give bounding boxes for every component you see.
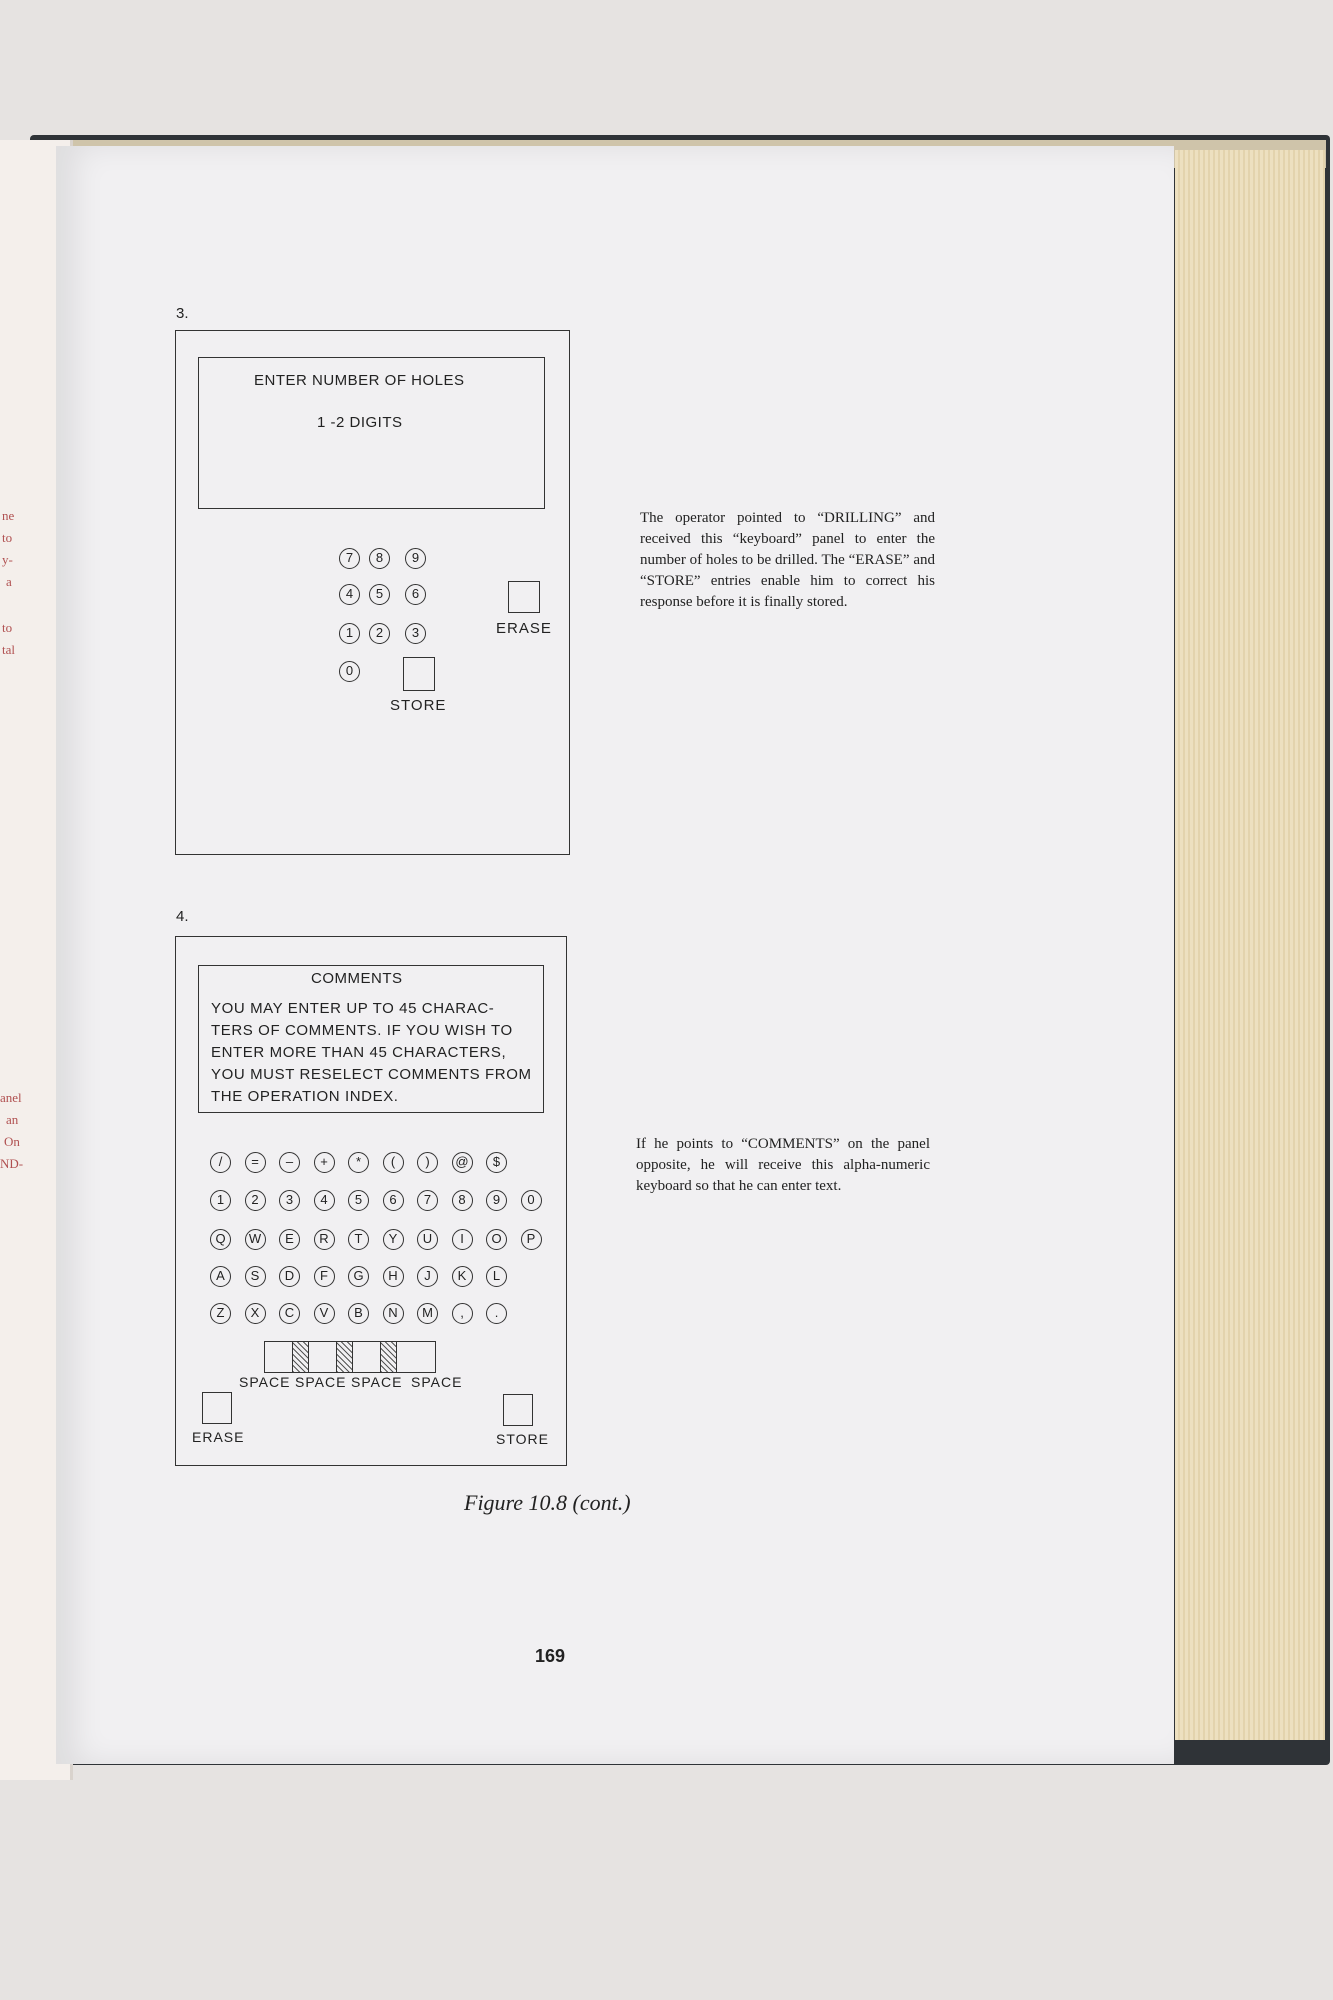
space-label: SPACE (351, 1374, 403, 1390)
keyboard-key[interactable]: 8 (452, 1190, 473, 1211)
panel-number: 4. (176, 908, 189, 925)
left-page-fragment: to (2, 620, 13, 635)
keyboard-key[interactable]: W (245, 1229, 266, 1250)
keyboard-key[interactable]: H (383, 1266, 404, 1287)
keyboard-key[interactable]: D (279, 1266, 300, 1287)
keyboard-key[interactable]: V (314, 1303, 335, 1324)
space-label: SPACE (295, 1374, 347, 1390)
keyboard-key[interactable]: * (348, 1152, 369, 1173)
left-page-fragment: a (6, 574, 12, 589)
panel3-description: The operator pointed to “DRILLING” and received this “keyboard” panel to enter the number of holes to be drilled. The “ERASE” and “STORE” entries enable him to correct his response before it is finally stored. (640, 510, 935, 610)
store-label: STORE (390, 697, 447, 714)
left-page-fragment: y- (2, 552, 13, 567)
keyboard-key[interactable]: I (452, 1229, 473, 1250)
keyboard-key[interactable]: ) (417, 1152, 438, 1173)
left-page-fragment: to (2, 530, 13, 545)
space-label: SPACE (239, 1374, 291, 1390)
space-bar[interactable] (264, 1341, 436, 1373)
figure-caption: Figure 10.8 (cont.) (464, 1490, 631, 1515)
keyboard-key[interactable]: 7 (417, 1190, 438, 1211)
keyboard-key[interactable]: P (521, 1229, 542, 1250)
keyboard-key[interactable]: K (452, 1266, 473, 1287)
keyboard-key[interactable]: – (279, 1152, 300, 1173)
keyboard-key[interactable]: 6 (383, 1190, 404, 1211)
keyboard-key[interactable]: R (314, 1229, 335, 1250)
display-title: COMMENTS (311, 970, 403, 987)
display-line: YOU MAY ENTER UP TO 45 CHARAC- (211, 1000, 495, 1017)
keyboard-key[interactable]: = (245, 1152, 266, 1173)
keyboard-key[interactable]: C (279, 1303, 300, 1324)
keyboard-key[interactable]: J (417, 1266, 438, 1287)
numeric-keypad-panel (175, 330, 570, 855)
display-line: ENTER NUMBER OF HOLES (254, 372, 465, 389)
keyboard-key[interactable]: E (279, 1229, 300, 1250)
erase-label: ERASE (192, 1429, 245, 1445)
keyboard-key[interactable]: 5 (348, 1190, 369, 1211)
left-page-fragment: ne (2, 508, 15, 523)
space-label: SPACE (411, 1374, 463, 1390)
key-4[interactable]: 4 (339, 584, 360, 605)
display-line: 1 -2 DIGITS (317, 414, 403, 431)
keyboard-key[interactable]: O (486, 1229, 507, 1250)
key-2[interactable]: 2 (369, 623, 390, 644)
display-line: TERS OF COMMENTS. IF YOU WISH TO (211, 1022, 513, 1039)
keyboard-key[interactable]: B (348, 1303, 369, 1324)
keyboard-key[interactable]: 2 (245, 1190, 266, 1211)
keyboard-key[interactable]: F (314, 1266, 335, 1287)
left-page-fragment: tal (2, 642, 15, 657)
keyboard-key[interactable]: A (210, 1266, 231, 1287)
keyboard-key[interactable]: $ (486, 1152, 507, 1173)
display-line: YOU MUST RESELECT COMMENTS FROM (211, 1066, 532, 1083)
panel-display (198, 357, 545, 509)
left-page-fragment: On (4, 1134, 20, 1149)
keyboard-key[interactable]: 1 (210, 1190, 231, 1211)
key-5[interactable]: 5 (369, 584, 390, 605)
left-page-fragment: anel (0, 1090, 22, 1105)
keyboard-key[interactable]: S (245, 1266, 266, 1287)
store-button[interactable] (503, 1394, 533, 1426)
panel-number: 3. (176, 305, 189, 322)
keyboard-key[interactable]: Z (210, 1303, 231, 1324)
keyboard-key[interactable]: . (486, 1303, 507, 1324)
display-line: THE OPERATION INDEX. (211, 1088, 399, 1105)
erase-button[interactable] (508, 581, 540, 613)
keyboard-key[interactable]: Y (383, 1229, 404, 1250)
display-line: ENTER MORE THAN 45 CHARACTERS, (211, 1044, 507, 1061)
key-8[interactable]: 8 (369, 548, 390, 569)
page-fore-edge (1175, 150, 1325, 1740)
key-6[interactable]: 6 (405, 584, 426, 605)
page-number: 169 (535, 1646, 566, 1666)
left-page-fragment: ND- (0, 1156, 24, 1171)
key-0[interactable]: 0 (339, 661, 360, 682)
keyboard-key[interactable]: 9 (486, 1190, 507, 1211)
keyboard-key[interactable]: ( (383, 1152, 404, 1173)
key-9[interactable]: 9 (405, 548, 426, 569)
keyboard-key[interactable]: 4 (314, 1190, 335, 1211)
key-1[interactable]: 1 (339, 623, 360, 644)
keyboard-key[interactable]: T (348, 1229, 369, 1250)
panel-display (198, 965, 544, 1113)
keyboard-key[interactable]: G (348, 1266, 369, 1287)
store-button[interactable] (403, 657, 435, 691)
keyboard-key[interactable]: + (314, 1152, 335, 1173)
keyboard-key[interactable]: 0 (521, 1190, 542, 1211)
keyboard-key[interactable]: / (210, 1152, 231, 1173)
store-label: STORE (496, 1431, 549, 1447)
panel4-description: If he points to “COMMENTS” on the panel opposite, he will receive this alpha-numeric keyboard so that he can enter text. (636, 1136, 930, 1194)
keyboard-key[interactable]: , (452, 1303, 473, 1324)
erase-button[interactable] (202, 1392, 232, 1424)
keyboard-key[interactable]: X (245, 1303, 266, 1324)
keyboard-key[interactable]: @ (452, 1152, 473, 1173)
key-7[interactable]: 7 (339, 548, 360, 569)
erase-label: ERASE (496, 620, 552, 637)
left-page-fragment: an (6, 1112, 19, 1127)
keyboard-key[interactable]: 3 (279, 1190, 300, 1211)
keyboard-key[interactable]: M (417, 1303, 438, 1324)
key-3[interactable]: 3 (405, 623, 426, 644)
keyboard-key[interactable]: U (417, 1229, 438, 1250)
alphanumeric-keyboard-panel (175, 936, 567, 1466)
keyboard-key[interactable]: N (383, 1303, 404, 1324)
keyboard-key[interactable]: Q (210, 1229, 231, 1250)
keyboard-key[interactable]: L (486, 1266, 507, 1287)
